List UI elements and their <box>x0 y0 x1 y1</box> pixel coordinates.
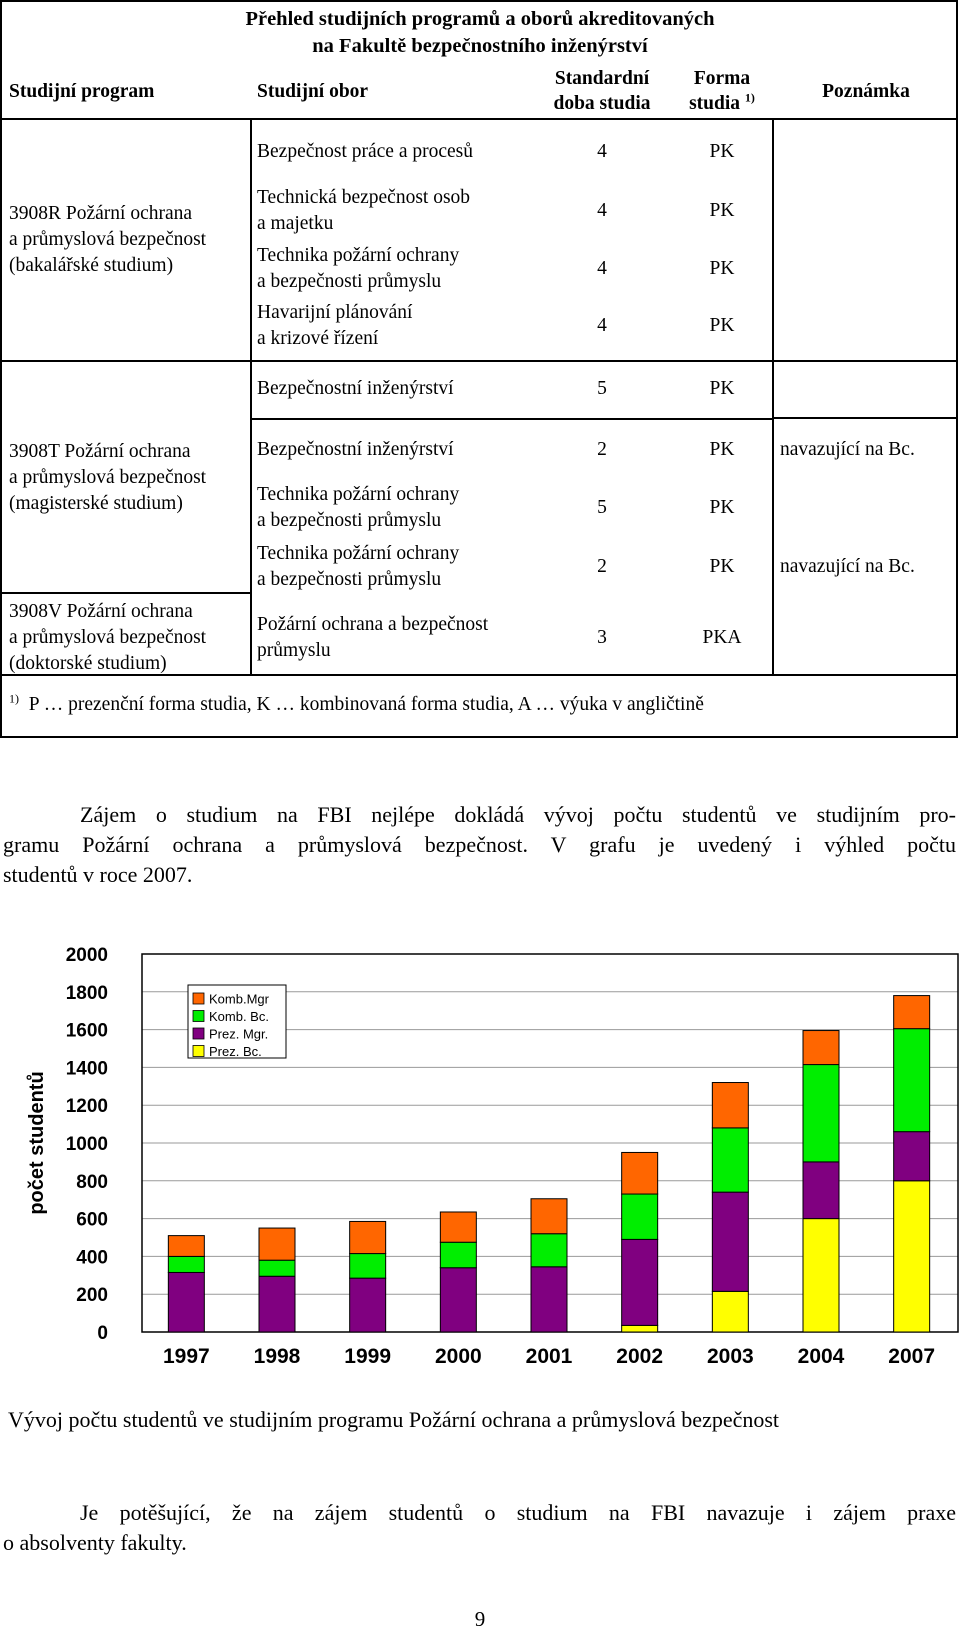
header-program: Studijní program <box>9 81 155 102</box>
header-doba-line2: doba studia <box>553 93 651 114</box>
forma-cell: PK <box>709 258 735 279</box>
x-tick-label: 2007 <box>888 1345 936 1368</box>
program-line: 3908V Požární ochrana <box>9 601 193 622</box>
program-line: (doktorské studium) <box>9 653 167 674</box>
paragraph-line: studentů v roce 2007. <box>3 862 193 887</box>
program-line: a průmyslová bezpečnost <box>9 467 207 488</box>
bar-segment <box>894 1029 930 1132</box>
forma-cell: PK <box>709 141 735 162</box>
y-tick-label: 2000 <box>65 945 108 966</box>
bar-segment <box>712 1192 748 1291</box>
table-title-line1: Přehled studijních programů a oborů akreditovaných <box>245 8 715 30</box>
poznamka-cell: navazující na Bc. <box>780 556 915 577</box>
row-divider-6 <box>250 418 772 420</box>
x-tick-label: 1999 <box>344 1345 392 1368</box>
obor-cell: Technika požární ochrany <box>257 543 460 564</box>
y-tick-label: 400 <box>76 1247 108 1269</box>
bar-segment <box>712 1128 748 1192</box>
header-forma-text: studia <box>689 93 741 114</box>
x-tick-label: 2002 <box>616 1345 664 1368</box>
legend-label: Komb.Mgr <box>209 991 269 1007</box>
y-tick-label: 1800 <box>65 982 108 1004</box>
obor-cell: Technika požární ochrany <box>257 245 460 266</box>
doba-cell: 4 <box>597 200 607 221</box>
y-tick-label: 1200 <box>65 1096 108 1118</box>
y-tick-label: 200 <box>76 1285 108 1307</box>
bar-segment <box>350 1221 386 1253</box>
y-tick-label: 1400 <box>65 1058 108 1080</box>
col-divider-program <box>250 118 252 674</box>
bar-segment <box>259 1260 295 1276</box>
legend-label: Prez. Mgr. <box>209 1026 269 1042</box>
legend-swatch <box>193 1028 204 1039</box>
x-tick-label: 2004 <box>797 1345 845 1368</box>
bar-segment <box>531 1267 567 1332</box>
y-tick-label: 0 <box>97 1323 108 1344</box>
bar-segment <box>622 1325 658 1332</box>
bar-segment <box>803 1219 839 1332</box>
obor-cell: a bezpečnosti průmyslu <box>257 510 442 531</box>
obor-cell: Bezpečnost práce a procesů <box>257 141 474 162</box>
obor-cell: Technická bezpečnost osob <box>257 187 471 208</box>
y-axis-label: počet studentů <box>26 1071 48 1215</box>
bar-segment <box>622 1152 658 1194</box>
doba-cell: 5 <box>597 497 607 518</box>
forma-cell: PK <box>709 378 735 399</box>
bar-segment <box>894 1132 930 1181</box>
bar-segment <box>440 1212 476 1242</box>
doba-cell: 2 <box>597 556 607 577</box>
bar-segment <box>803 1065 839 1162</box>
program-line: a průmyslová bezpečnost <box>9 627 207 648</box>
table-footnote <box>9 692 704 718</box>
forma-cell: PKA <box>702 627 742 648</box>
footnote-text: P … prezenční forma studia, K … kombinovaná forma studia, A … výuka v angličtině <box>28 694 704 715</box>
obor-cell: průmyslu <box>257 640 331 661</box>
obor-cell: a bezpečnosti průmyslu <box>257 569 442 590</box>
bar-segment <box>350 1278 386 1332</box>
bar-segment <box>803 1031 839 1065</box>
header-doba-line1: Standardní <box>554 68 650 89</box>
y-tick-label: 600 <box>76 1209 108 1231</box>
bar-segment <box>803 1162 839 1219</box>
legend-swatch <box>193 993 204 1004</box>
forma-cell: PK <box>709 497 735 518</box>
program-line: (bakalářské studium) <box>9 255 174 276</box>
doba-cell: 5 <box>597 378 607 399</box>
program-divider-1 <box>0 360 250 362</box>
page-number: 9 <box>474 1607 486 1631</box>
header-forma-sup: 1) <box>744 90 755 105</box>
header-forma-line1: Forma <box>693 68 751 89</box>
bar-segment <box>531 1199 567 1234</box>
bar-segment <box>894 1181 930 1332</box>
bar-segment <box>712 1083 748 1128</box>
legend-swatch <box>193 1011 204 1022</box>
doba-cell: 4 <box>597 141 607 162</box>
student-count-chart <box>0 925 960 1385</box>
obor-cell: Technika požární ochrany <box>257 484 460 505</box>
doba-cell: 2 <box>597 439 607 460</box>
bar-segment <box>440 1242 476 1268</box>
bar-segment <box>440 1268 476 1332</box>
row-divider-6b <box>774 417 958 419</box>
legend-label: Prez. Bc. <box>209 1044 262 1059</box>
bar-segment <box>259 1228 295 1260</box>
bar-segment <box>894 996 930 1029</box>
x-tick-label: 2000 <box>434 1345 482 1368</box>
bar-segment <box>259 1276 295 1332</box>
obor-cell: Bezpečnostní inženýrství <box>257 378 454 399</box>
chart-legend <box>188 985 286 1059</box>
y-axis-ticks <box>66 945 108 1344</box>
program-line: 3908T Požární ochrana <box>9 441 191 462</box>
x-tick-label: 1997 <box>162 1345 210 1368</box>
obor-cell: a majetku <box>257 213 334 234</box>
program-line: a průmyslová bezpečnost <box>9 229 207 250</box>
obor-cell: Havarijní plánování <box>257 302 413 323</box>
forma-cell: PK <box>709 200 735 221</box>
bar-segment <box>531 1234 567 1267</box>
bar-segment <box>168 1256 204 1272</box>
table-title-line2: na Fakultě bezpečnostního inženýrství <box>312 35 648 57</box>
bar-segment <box>350 1254 386 1279</box>
paragraph-line: gramu Požární ochrana a průmyslová bezpečnost. V grafu je uvedený i výhled počtu <box>3 832 956 857</box>
program-line: 3908R Požární ochrana <box>9 203 193 224</box>
legend-swatch <box>193 1046 204 1057</box>
table-header-divider <box>0 118 958 120</box>
header-obor: Studijní obor <box>257 81 369 102</box>
poznamka-cell: navazující na Bc. <box>780 439 915 460</box>
x-tick-label: 1998 <box>253 1345 301 1368</box>
chart-caption: Vývoj počtu studentů ve studijním programu Požární ochrana a průmyslová bezpečnost <box>8 1407 780 1432</box>
doba-cell: 4 <box>597 258 607 279</box>
y-tick-label: 1600 <box>65 1020 108 1042</box>
x-tick-label: 2001 <box>525 1345 573 1368</box>
x-tick-label: 2003 <box>706 1345 754 1368</box>
bar-segment <box>712 1291 748 1332</box>
bar-segment <box>622 1239 658 1325</box>
doba-cell: 4 <box>597 315 607 336</box>
col-divider-forma <box>772 118 774 674</box>
obor-cell: Požární ochrana a bezpečnost <box>257 614 489 635</box>
program-line: (magisterské studium) <box>9 493 183 514</box>
obor-cell: a bezpečnosti průmyslu <box>257 271 442 292</box>
paragraph-line: Je potěšující, že na zájem studentů o studium na FBI navazuje i zájem praxe <box>80 1500 956 1525</box>
header-forma-line2 <box>672 92 772 116</box>
obor-cell: a krizové řízení <box>257 328 379 349</box>
forma-cell: PK <box>709 315 735 336</box>
x-axis-ticks <box>163 1345 935 1368</box>
footnote-mark: 1) <box>9 691 19 706</box>
obor-cell: Bezpečnostní inženýrství <box>257 439 454 460</box>
bar-segment <box>622 1194 658 1239</box>
paragraph-line: Zájem o studium na FBI nejlépe dokládá vývoj počtu studentů ve studijním pro- <box>80 802 956 827</box>
row-divider-5 <box>250 360 958 362</box>
paragraph-line: o absolventy fakulty. <box>3 1530 187 1555</box>
y-tick-label: 1000 <box>65 1134 108 1155</box>
bar-segment <box>168 1236 204 1257</box>
doba-cell: 3 <box>597 627 607 648</box>
bar-segment <box>168 1272 204 1332</box>
header-poznamka: Poznámka <box>822 81 910 102</box>
y-tick-label: 800 <box>76 1171 108 1193</box>
forma-cell: PK <box>709 556 735 577</box>
forma-cell: PK <box>709 439 735 460</box>
legend-label: Komb. Bc. <box>209 1009 269 1024</box>
program-divider-2 <box>0 592 250 594</box>
